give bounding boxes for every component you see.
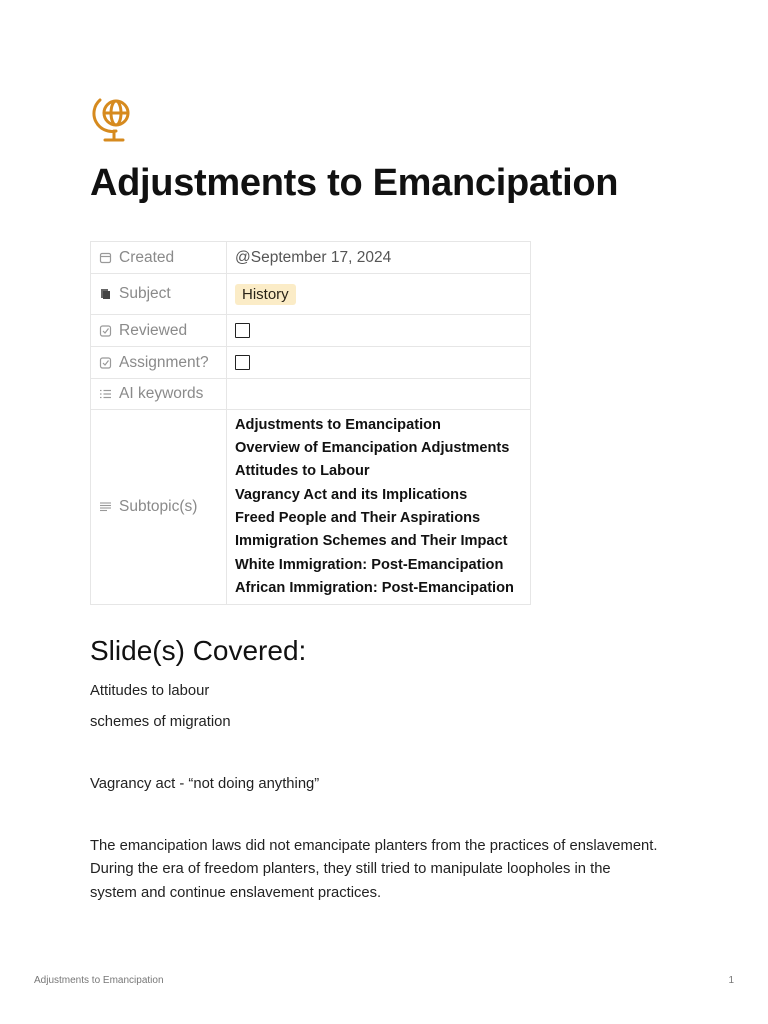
property-key xyxy=(91,274,227,315)
calendar-icon xyxy=(99,251,113,264)
properties-table xyxy=(90,241,531,605)
property-label-created: Created xyxy=(119,248,175,266)
paragraph: Vagrancy act - “not doing anything” xyxy=(90,776,320,792)
property-label-assignment: Assignment? xyxy=(119,353,209,371)
subject-value[interactable] xyxy=(227,274,531,315)
property-key xyxy=(91,379,227,410)
paragraph: schemes of migration xyxy=(90,714,231,730)
checkbox-property-icon xyxy=(99,324,113,337)
property-key xyxy=(91,242,227,274)
list-item: African Immigration: Post-Emancipation xyxy=(235,579,514,596)
list-item: Vagrancy Act and its Implications xyxy=(235,486,468,503)
list-icon xyxy=(99,387,113,400)
property-row-ai-keywords xyxy=(91,379,531,410)
list-item: Freed People and Their Aspirations xyxy=(235,510,481,526)
reviewed-checkbox[interactable] xyxy=(235,323,250,338)
text-lines-icon xyxy=(99,500,113,513)
ai-keywords-value[interactable] xyxy=(227,379,531,410)
assignment-value xyxy=(227,347,531,379)
property-label-subtopics: Subtopic(s) xyxy=(119,498,198,515)
footer-title: Adjustments to Emancipation xyxy=(34,975,164,986)
page-number: 1 xyxy=(728,975,734,986)
property-key xyxy=(91,347,227,379)
subtopics-value[interactable] xyxy=(227,410,531,605)
property-row-created xyxy=(91,242,531,274)
assignment-checkbox[interactable] xyxy=(235,355,250,370)
created-date-value[interactable]: @September 17, 2024 xyxy=(227,242,531,274)
property-label-reviewed: Reviewed xyxy=(119,321,188,339)
checkbox-property-icon xyxy=(99,356,113,369)
property-label-ai-keywords: AI keywords xyxy=(119,385,204,402)
property-label-subject: Subject xyxy=(119,285,171,302)
list-item: Immigration Schemes and Their Impact xyxy=(235,533,508,550)
list-item: White Immigration: Post-Emancipation xyxy=(235,556,504,573)
book-icon xyxy=(99,287,113,300)
page-title: Adjustments to Emancipation xyxy=(90,162,619,204)
list-item: Adjustments to Emancipation xyxy=(235,416,441,433)
property-row-reviewed xyxy=(91,315,531,347)
property-row-subject xyxy=(91,274,531,315)
globe-icon xyxy=(92,94,138,144)
section-heading: Slide(s) Covered: xyxy=(90,635,307,666)
property-row-assignment xyxy=(91,347,531,379)
paragraph: Attitudes to labour xyxy=(90,683,210,699)
list-item: Overview of Emancipation Adjustments xyxy=(235,440,510,457)
subtopic-list xyxy=(235,414,522,600)
paragraph: The emancipation laws did not emancipate planters from the practices of enslavement. During the era of freedom planters, they still tried to manipulate loopholes in the system and continue enslavement practices. xyxy=(90,838,658,901)
reviewed-value xyxy=(227,315,531,347)
subject-tag[interactable]: History xyxy=(235,284,296,305)
property-key xyxy=(91,410,227,605)
list-item: Attitudes to Labour xyxy=(235,463,370,480)
property-row-subtopics xyxy=(91,410,531,605)
property-key xyxy=(91,315,227,347)
